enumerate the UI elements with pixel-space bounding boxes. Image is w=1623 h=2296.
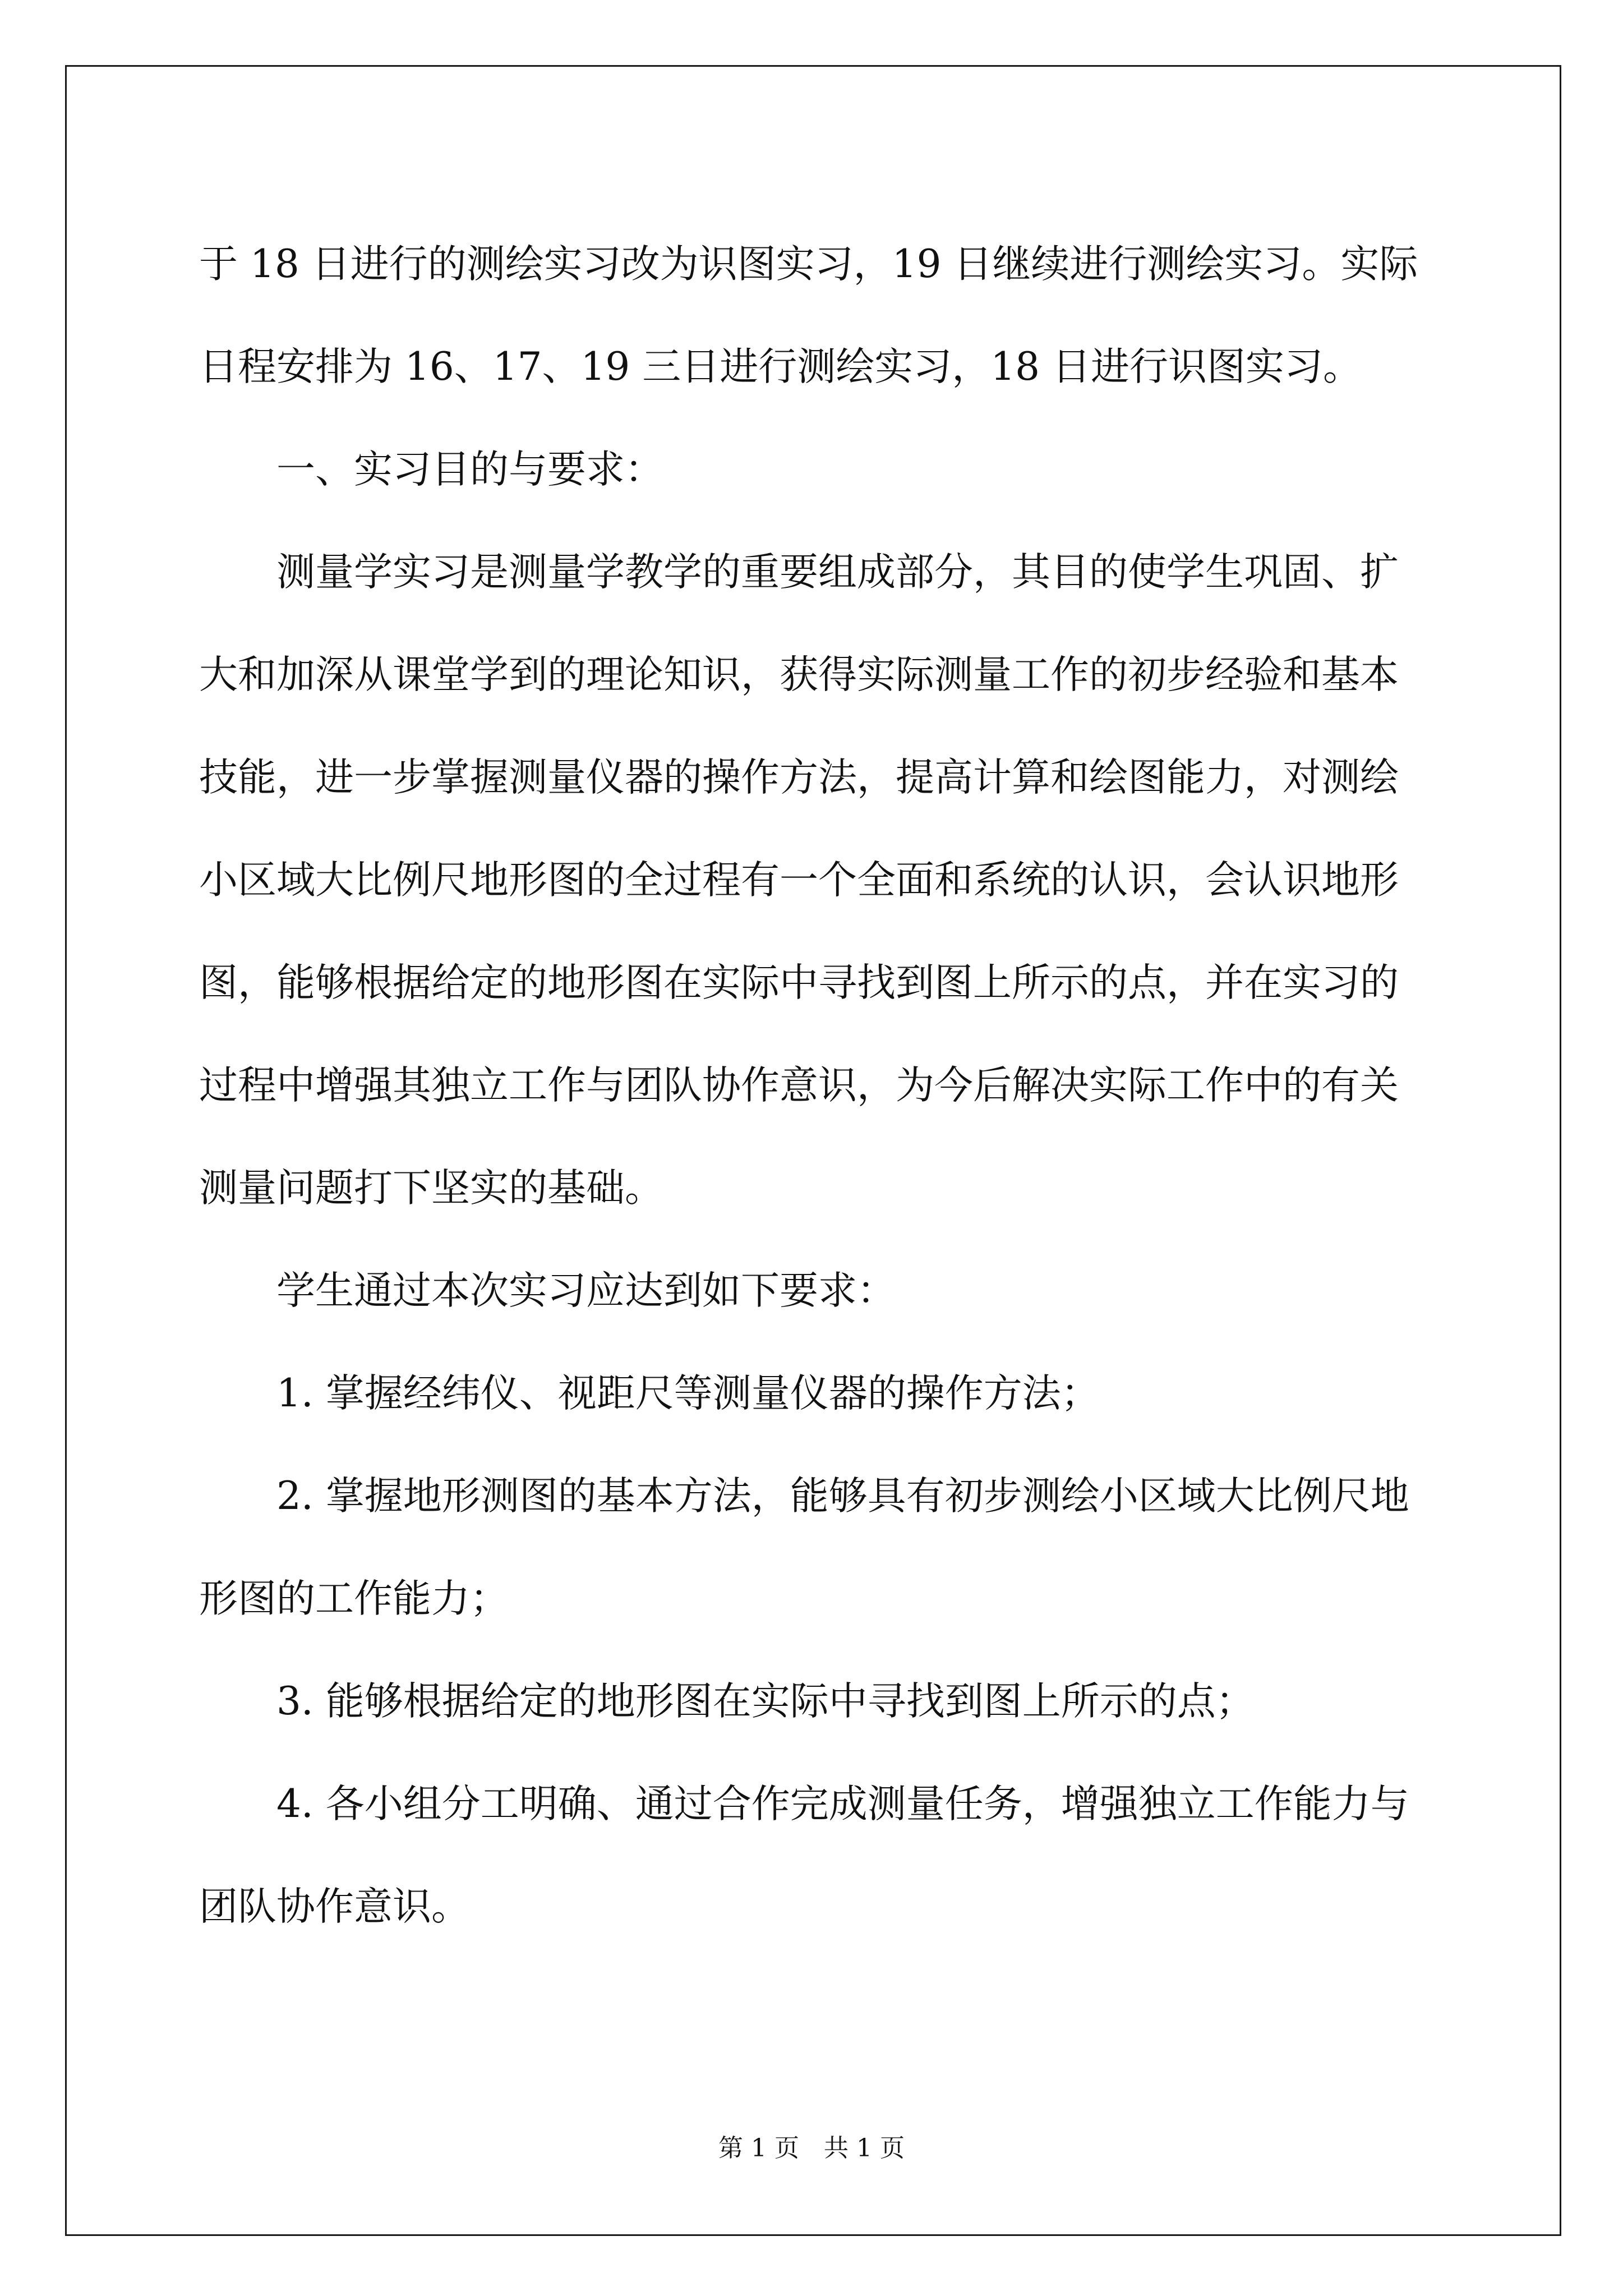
requirement-item-2: 2. 掌握地形测图的基本方法，能够具有初步测绘小区域大比例尺地形图的工作能力；: [199, 1474, 1409, 1621]
requirement-item-3: 3. 能够根据给定的地形图在实际中寻找到图上所示的点；: [276, 1679, 1255, 1724]
paragraph-purpose: 测量学实习是测量学教学的重要组成部分，其目的使学生巩固、扩大和加深从课堂学到的理论知识，获得实际测量工作的初步经验和基本技能，进一步掌握测量仪器的操作方法，提高计算和绘图能力，对测绘小区域大比例尺地形图的全过程有一个全面和系统的认识，会认识地形图，能够根据给定的地形图在实际中寻找到图上所示的点，并在实习的过程中增强其独立工作与团队协作意识，为今后解决实际工作中的有关测量问题打下坚实的基础。: [199, 550, 1399, 1211]
section-heading-objectives: 一、实习目的与要求：: [276, 447, 663, 492]
paragraph-requirements-intro: 学生通过本次实习应达到如下要求：: [276, 1268, 896, 1313]
document-body: [199, 213, 1433, 1958]
page-footer: 第 1 页 共 1 页: [718, 2134, 905, 2162]
paragraph-continued: 于 18 日进行的测绘实习改为识图实习，19 日继续进行测绘实习。实际日程安排为 16、17、19 三日进行测绘实习，18 日进行识图实习。: [199, 242, 1418, 389]
requirement-item-4: 4. 各小组分工明确、通过合作完成测量任务，增强独立工作能力与团队协作意识。: [199, 1782, 1409, 1929]
requirement-item-1: 1. 掌握经纬仪、视距尺等测量仪器的操作方法；: [276, 1371, 1100, 1416]
